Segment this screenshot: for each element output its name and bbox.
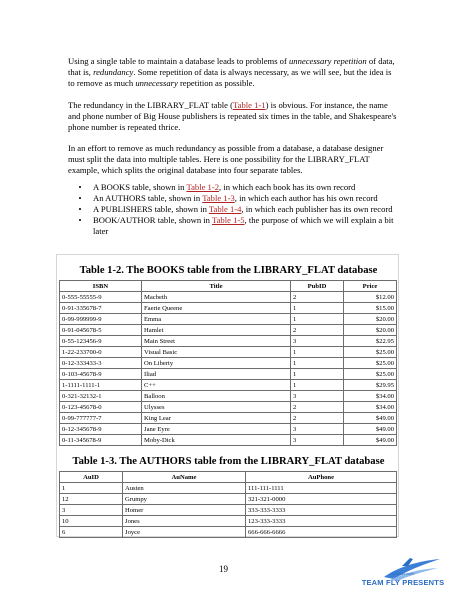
table-cell: $25.00 <box>344 358 397 369</box>
table-cell: $20.00 <box>344 314 397 325</box>
table-cell: Austen <box>123 483 246 494</box>
table-cell: 0-99-999999-9 <box>60 314 142 325</box>
table-cell: 0-12-333433-3 <box>60 358 142 369</box>
table-cell: Grumpy <box>123 494 246 505</box>
paragraph-library-flat-redundancy <box>68 100 398 133</box>
table-cell: 12 <box>60 494 123 505</box>
authors-table-caption: Table 1-3. The AUTHORS table from the LIBRARY_FLAT database <box>72 456 385 467</box>
column-header-auname: AuName <box>123 472 246 483</box>
table-cell: Balloon <box>142 391 291 402</box>
text-run: The redundancy in the LIBRARY_FLAT table ( <box>68 100 234 110</box>
table-cell: King Lear <box>142 413 291 424</box>
text-run: of data, that is, <box>68 56 395 77</box>
table-cell: C++ <box>142 380 291 391</box>
column-header-auid: AuID <box>60 472 123 483</box>
bullet-icon: • <box>78 182 82 192</box>
authors-table-body <box>60 483 397 538</box>
text-run: Using a single table to maintain a database leads to problems of <box>68 56 289 66</box>
table-cell: 1 <box>60 483 123 494</box>
bullet-list-tables <box>68 182 398 237</box>
bullet-icon: • <box>78 204 82 214</box>
table-cell: 1-22-233700-0 <box>60 347 142 358</box>
table-cell: Jane Eyre <box>142 424 291 435</box>
table-cell: Joyce <box>123 527 246 538</box>
table-cell: $49.00 <box>344 424 397 435</box>
table-row <box>60 325 397 336</box>
paragraph-split-tables: In an effort to remove as much redundancy as possible from a database, a database designer must split the data into multiple tables. Here is one possibility for the LIBRARY_FLAT example, which splits the original database into four separate tables. <box>68 143 384 175</box>
books-table-body <box>60 292 397 446</box>
text-run: repetition as possible. <box>177 78 255 88</box>
table-cell: 6 <box>60 527 123 538</box>
table-cell: Jones <box>123 516 246 527</box>
table-cell: 321-321-0000 <box>246 494 397 505</box>
table-cell: 2 <box>291 413 344 424</box>
table-cell: $25.00 <box>344 369 397 380</box>
table-cell: Hamlet <box>142 325 291 336</box>
table-cell: Emma <box>142 314 291 325</box>
table-row <box>60 391 397 402</box>
table-cell: 111-111-1111 <box>246 483 397 494</box>
text-run: A BOOKS table, shown in <box>93 182 187 192</box>
table-cell: 3 <box>291 424 344 435</box>
page-number: 19 <box>219 564 228 574</box>
table-cell: 2 <box>291 292 344 303</box>
table-cell: 3 <box>291 336 344 347</box>
table-row <box>60 336 397 347</box>
table-header-row <box>60 472 397 483</box>
link-table-1-5[interactable]: Table 1-5 <box>211 215 245 225</box>
table-cell: 1 <box>291 358 344 369</box>
table-cell: $22.95 <box>344 336 397 347</box>
table-cell: Homer <box>123 505 246 516</box>
emphasis-redundancy: redundancy <box>93 67 134 77</box>
emphasis-unnecessary-repetition: unnecessary repetition <box>289 56 367 66</box>
table-row <box>60 505 397 516</box>
table-cell: $49.00 <box>344 435 397 446</box>
table-cell: 2 <box>291 325 344 336</box>
table-cell: Moby-Dick <box>142 435 291 446</box>
link-table-1-4[interactable]: Table 1-4 <box>208 204 242 214</box>
table-cell: 0-555-55555-9 <box>60 292 142 303</box>
table-row <box>60 402 397 413</box>
table-cell: 3 <box>291 435 344 446</box>
table-row <box>60 413 397 424</box>
table-cell: Macbeth <box>142 292 291 303</box>
table-cell: 3 <box>291 391 344 402</box>
text-run: ) is obvious. For instance, the name and phone number of Big House publishers is repeated six times in the table, and Shakespeare's phone number is repeated thrice. <box>68 100 397 132</box>
table-row <box>60 527 397 538</box>
table-cell: 0-91-335678-7 <box>60 303 142 314</box>
authors-table <box>59 471 397 538</box>
table-row <box>60 494 397 505</box>
bullet-icon: • <box>78 193 82 203</box>
list-item <box>68 204 398 215</box>
column-header-auphone: AuPhone <box>246 472 397 483</box>
table-cell: 0-12-345678-9 <box>60 424 142 435</box>
link-table-1-3[interactable]: Table 1-3 <box>202 193 235 203</box>
table-cell: $34.00 <box>344 402 397 413</box>
text-run: , in which each publisher has its own record <box>241 204 393 214</box>
table-cell: $20.00 <box>344 325 397 336</box>
table-row <box>60 303 397 314</box>
table-row <box>60 435 397 446</box>
column-header-title: Title <box>142 281 291 292</box>
text-run: , in which each book has its own record <box>219 182 356 192</box>
table-cell: 2 <box>291 402 344 413</box>
table-cell: 3 <box>60 505 123 516</box>
table-cell: On Liberty <box>142 358 291 369</box>
table-row <box>60 369 397 380</box>
table-cell: 0-123-45678-0 <box>60 402 142 413</box>
list-item <box>68 182 398 193</box>
bullet-icon: • <box>78 215 82 225</box>
table-cell: Main Street <box>142 336 291 347</box>
table-cell: $15.00 <box>344 303 397 314</box>
table-cell: 1-1111-1111-1 <box>60 380 142 391</box>
table-row <box>60 314 397 325</box>
paragraph-redundancy-intro <box>68 56 398 89</box>
table-cell: 1 <box>291 369 344 380</box>
table-cell: 1 <box>291 347 344 358</box>
table-cell: 10 <box>60 516 123 527</box>
table-cell: 1 <box>291 380 344 391</box>
text-run: BOOK/AUTHOR table, shown in <box>93 215 212 225</box>
text-run: , in which each author has his own record <box>234 193 378 203</box>
table-row <box>60 292 397 303</box>
column-header-isbn: ISBN <box>60 281 142 292</box>
table-cell: Ulysses <box>142 402 291 413</box>
table-cell: 1 <box>291 303 344 314</box>
table-cell: Visual Basic <box>142 347 291 358</box>
table-cell: 0-321-32132-1 <box>60 391 142 402</box>
table-cell: $29.95 <box>344 380 397 391</box>
text-run: An AUTHORS table, shown in <box>93 193 203 203</box>
table-cell: 0-55-123456-9 <box>60 336 142 347</box>
text-run: . Some repetition of data is always necessary, as we will see, but the idea is to remove as much <box>68 67 392 88</box>
link-table-1-1[interactable]: Table 1-1 <box>233 100 266 110</box>
table-row <box>60 424 397 435</box>
table-cell: $34.00 <box>344 391 397 402</box>
table-cell: 0-11-345678-9 <box>60 435 142 446</box>
table-row <box>60 347 397 358</box>
text-run: A PUBLISHERS table, shown in <box>93 204 209 214</box>
column-header-pubid: PubID <box>291 281 344 292</box>
list-item <box>68 215 398 237</box>
table-row <box>60 380 397 391</box>
table-header-row <box>60 281 397 292</box>
table-cell: 0-99-777777-7 <box>60 413 142 424</box>
table-cell: 0-91-045678-5 <box>60 325 142 336</box>
table-cell: 0-103-45678-9 <box>60 369 142 380</box>
table-cell: 666-666-6666 <box>246 527 397 538</box>
table-cell: 1 <box>291 314 344 325</box>
tables-frame <box>56 254 399 537</box>
table-cell: $49.00 <box>344 413 397 424</box>
emphasis-unnecessary: unnecessary <box>135 78 178 88</box>
books-table-caption: Table 1-2. The BOOKS table from the LIBRARY_FLAT database <box>79 265 378 276</box>
table-cell: Iliad <box>142 369 291 380</box>
table-cell: $25.00 <box>344 347 397 358</box>
text-run: , the purpose of which we will explain a bit later <box>93 215 394 236</box>
logo-url-text: FlyHeart.com <box>390 571 414 576</box>
table-cell: 333-333-3333 <box>246 505 397 516</box>
table-row <box>60 483 397 494</box>
books-table <box>59 280 397 446</box>
column-header-price: Price <box>344 281 397 292</box>
table-row <box>60 516 397 527</box>
list-item <box>68 193 398 204</box>
logo-caption: TEAM FLY PRESENTS <box>361 578 445 587</box>
table-cell: Faerie Queene <box>142 303 291 314</box>
table-cell: 123-333-3333 <box>246 516 397 527</box>
link-table-1-2[interactable]: Table 1-2 <box>186 182 220 192</box>
table-row <box>60 358 397 369</box>
table-cell: $12.00 <box>344 292 397 303</box>
